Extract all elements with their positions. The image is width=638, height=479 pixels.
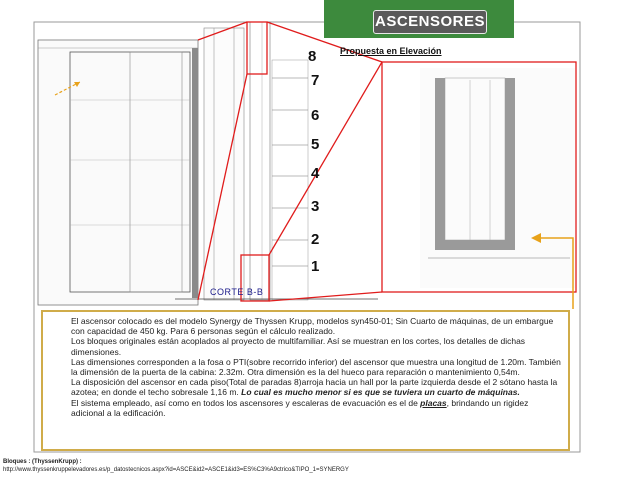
- proposal-label: Propuesta en Elevación: [340, 46, 442, 56]
- paragraph-5-end: , brindando un rigidez adicional a la edificación.: [71, 397, 529, 418]
- floor-number-7: 7: [311, 72, 320, 89]
- detail-drawing: [420, 68, 575, 288]
- floor-number-4: 4: [311, 165, 320, 182]
- paragraph-3: Las dimensiones corresponden a la fosa o PTI(sobre recorrido inferior) del ascensor que muestra una longitud de 1.20m. También la dimensión de la puerta de la cabina: 2.32m. Otra dimensión es la del hueco para reparación o mantenimiento 0,54m.: [71, 356, 561, 378]
- paragraph-5-text: El sistema empleado, así como en todos los ascensores y escaleras de evacuación es el de: [71, 397, 421, 408]
- plan-section-drawing: [38, 40, 198, 305]
- paragraph-4-emphasis: Lo cual es mucho menor si es que se tuviera un cuarto de máquinas.: [241, 387, 520, 398]
- paragraph-1: El ascensor colocado es del modelo Synergy de Thyssen Krupp, modelos syn450-01; Sin Cuarto de máquinas, de un embargue con capacidad de 450 kg. Para 6 personas según el cálculo realizado.: [71, 316, 554, 337]
- floor-number-3: 3: [311, 198, 320, 215]
- floor-number-6: 6: [311, 107, 320, 124]
- paragraph-2: Los bloques originales están acoplados al proyecto de multifamiliar. Así se muestran en los cortes, los detalles de dichas dimensiones.: [71, 336, 526, 357]
- floor-number-5: 5: [311, 136, 320, 153]
- elevation-drawing: [175, 22, 378, 300]
- floor-number-1: 1: [311, 258, 320, 275]
- paragraph-5-emphasis: placas: [420, 397, 447, 408]
- slide-title: ASCENSORES: [373, 10, 487, 34]
- description-box: [41, 310, 570, 451]
- references-label: Bloques : (ThyssenKrupp) :: [3, 459, 82, 465]
- floor-number-2: 2: [311, 231, 320, 248]
- floor-number-8: 8: [308, 48, 317, 65]
- references-url[interactable]: http://www.thyssenkruppelevadores.es/p_datostecnicos.aspx?id=ASCE&id2=ASCE1&id3=ES%C3%A9ctrico&TIPO_1=SYNERGY: [3, 466, 349, 473]
- paragraph-4-text: La disposición del ascensor en cada piso(Total de paradas 8)arroja hacia un hall por la parte izquierda desde el 2 sótano hasta la azotea; en donde el techo sobresale 1,16 m.: [71, 377, 558, 398]
- references: [3, 459, 349, 474]
- section-caption: CORTE B-B: [210, 287, 264, 297]
- paragraph-4: [49, 377, 562, 397]
- paragraph-5: [49, 398, 562, 418]
